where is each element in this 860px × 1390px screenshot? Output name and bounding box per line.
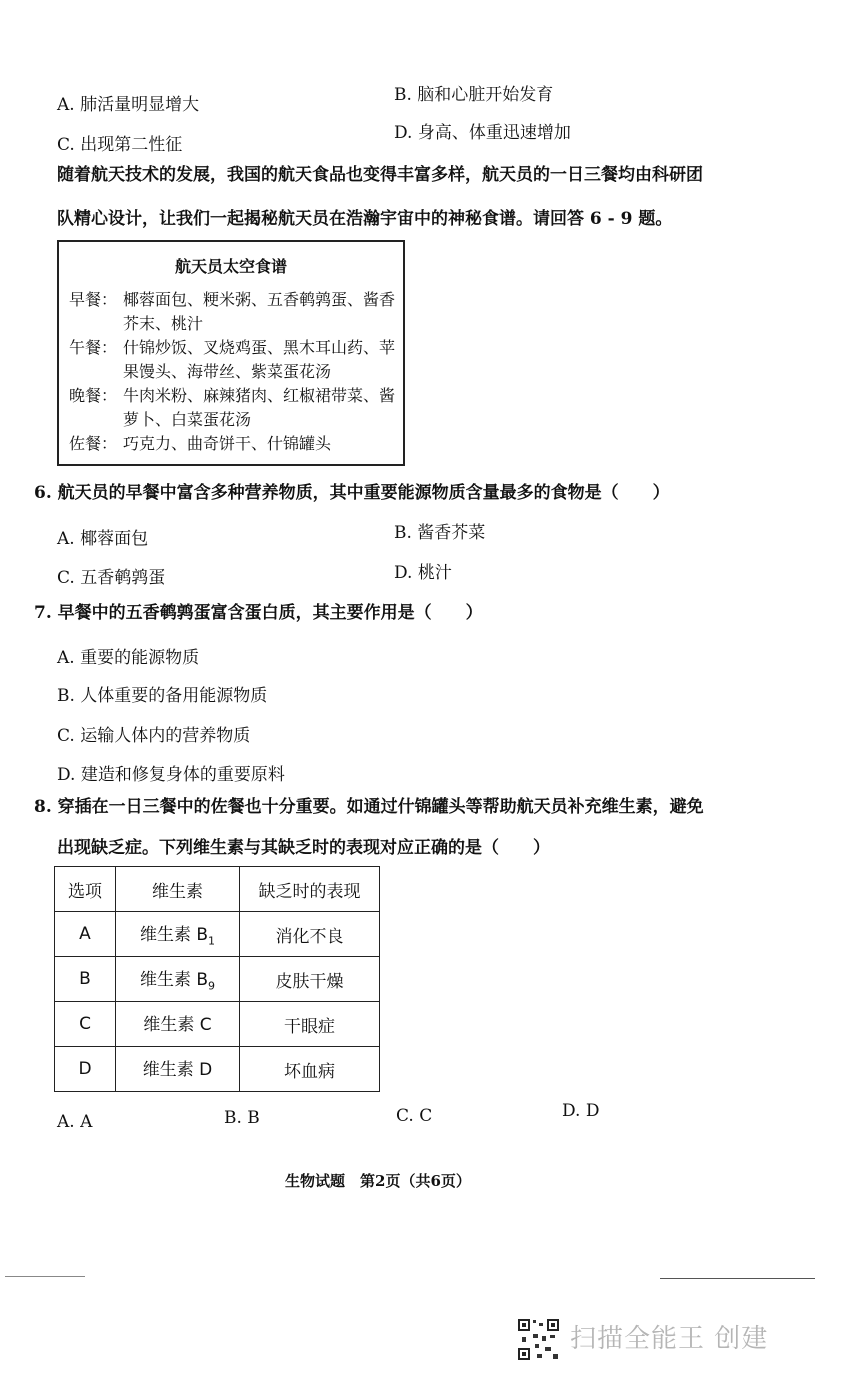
- q7-option-c: C. 运输人体内的营养物质: [57, 726, 251, 746]
- menu-side-items: 巧克力、曲奇饼干、什锦罐头: [123, 434, 332, 453]
- intro-line-1: 随着航天技术的发展，我国的航天食品也变得丰富多样，航天员的一日三餐均由科研团: [57, 165, 703, 185]
- menu-side: [69, 432, 399, 456]
- q6-option-c: C. 五香鹌鹑蛋: [57, 568, 166, 588]
- table-cell-symptom: 坏血病: [240, 1047, 380, 1092]
- q8-option-a: A. A: [57, 1112, 93, 1132]
- q7-option-a: A. 重要的能源物质: [57, 648, 200, 668]
- astronaut-menu-box: [57, 240, 405, 466]
- table-header-option: 选项: [55, 867, 116, 912]
- table-cell-vitamin: 维生素 D: [116, 1047, 240, 1092]
- intro-line-2: 队精心设计，让我们一起揭秘航天员在浩瀚宇宙中的神秘食谱。请回答 6 - 9 题。: [57, 209, 673, 229]
- q5-option-c: C. 出现第二性征: [57, 135, 183, 155]
- q6-stem: 6. 航天员的早餐中富含多种营养物质，其中重要能源物质含量最多的食物是（ ）: [34, 483, 670, 503]
- table-cell-option: A: [55, 912, 116, 957]
- q5-option-b: B. 脑和心脏开始发育: [394, 85, 554, 105]
- qr-code-icon: [517, 1318, 560, 1361]
- table-cell-vitamin: 维生素 $B_9$: [116, 957, 240, 1002]
- table-row: [55, 912, 380, 957]
- table-row: [55, 1047, 380, 1092]
- table-row: [55, 957, 380, 1002]
- page-footer: 生物试题 第2页（共6页）: [285, 1172, 471, 1190]
- table-cell-symptom: 皮肤干燥: [240, 957, 380, 1002]
- menu-title: 航天员太空食谱: [174, 257, 287, 276]
- menu-dinner-label: 晚餐：: [69, 386, 118, 405]
- q6-option-d: D. 桃汁: [394, 563, 452, 583]
- table-cell-option: D: [55, 1047, 116, 1092]
- table-cell-option: B: [55, 957, 116, 1002]
- q6-option-b: B. 酱香芥菜: [394, 523, 486, 543]
- q6-option-a: A. 椰蓉面包: [57, 529, 149, 549]
- table-header-row: [55, 867, 380, 912]
- q5-option-d: D. 身高、体重迅速增加: [394, 123, 571, 143]
- menu-side-label: 佐餐：: [69, 434, 118, 453]
- q7-option-b: B. 人体重要的备用能源物质: [57, 686, 268, 706]
- q5-option-a: A. 肺活量明显增大: [57, 95, 200, 115]
- menu-breakfast-label: 早餐：: [69, 290, 118, 309]
- table-cell-symptom: 消化不良: [240, 912, 380, 957]
- scan-line-right: [660, 1278, 815, 1279]
- table-header-symptom: 缺乏时的表现: [240, 867, 380, 912]
- table-cell-symptom: 干眼症: [240, 1002, 380, 1047]
- vitamin-table: [54, 866, 380, 1092]
- q8-stem-line-1: 8. 穿插在一日三餐中的佐餐也十分重要。如通过什锦罐头等帮助航天员补充维生素，避免: [34, 797, 704, 817]
- table-cell-vitamin: 维生素 $B_1$: [116, 912, 240, 957]
- menu-dinner-items: 牛肉米粉、麻辣猪肉、红椒裙带菜、酱萝卜、白菜蛋花汤: [123, 386, 396, 429]
- q8-option-d: D. D: [562, 1101, 600, 1121]
- table-cell-vitamin: 维生素 C: [116, 1002, 240, 1047]
- menu-lunch-items: 什锦炒饭、叉烧鸡蛋、黑木耳山药、苹果馒头、海带丝、紫菜蛋花汤: [123, 338, 396, 381]
- menu-lunch-label: 午餐：: [69, 338, 118, 357]
- menu-breakfast: [69, 288, 399, 336]
- q8-option-c: C. C: [396, 1106, 433, 1126]
- menu-breakfast-items: 椰蓉面包、粳米粥、五香鹌鹑蛋、酱香芥末、桃汁: [123, 290, 396, 333]
- menu-lunch: [69, 336, 399, 384]
- scan-line-left: [5, 1276, 85, 1277]
- table-cell-option: C: [55, 1002, 116, 1047]
- q7-stem: 7. 早餐中的五香鹌鹑蛋富含蛋白质，其主要作用是（ ）: [34, 603, 483, 623]
- q7-option-d: D. 建造和修复身体的重要原料: [57, 765, 285, 785]
- scanner-watermark: 扫描全能王 创建: [570, 1324, 769, 1354]
- table-row: [55, 1002, 380, 1047]
- q8-stem-line-2: 出现缺乏症。下列维生素与其缺乏时的表现对应正确的是（ ）: [57, 838, 550, 858]
- menu-dinner: [69, 384, 399, 432]
- q8-option-b: B. B: [224, 1108, 260, 1128]
- table-header-vitamin: 维生素: [116, 867, 240, 912]
